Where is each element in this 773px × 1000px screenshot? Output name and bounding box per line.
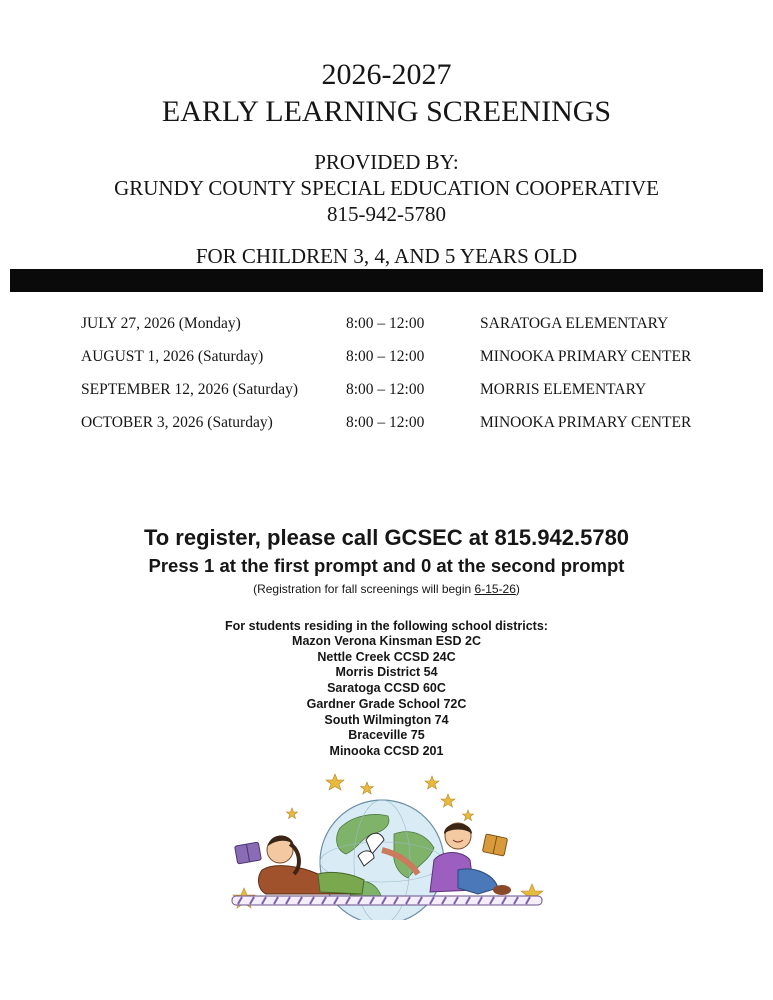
district-item: Saratoga CCSD 60C [327,681,446,696]
provider-name: GRUNDY COUNTY SPECIAL EDUCATION COOPERATIVE [114,176,659,200]
provider-phone: 815-942-5780 [327,202,446,226]
page-title: EARLY LEARNING SCREENINGS [161,95,612,128]
children-reading-globe-illustration [222,770,552,920]
schedule-time: 8:00 – 12:00 [346,414,425,431]
registration-note [0,581,773,597]
district-list [0,634,773,760]
schedule-date: JULY 27, 2026 (Monday) [81,315,241,332]
registration-start-date: 6-15-26 [474,582,516,596]
registration-note-suffix: ) [515,582,520,596]
divider-bar [10,269,763,292]
schedule-row [0,312,773,336]
schedule-date: OCTOBER 3, 2026 (Saturday) [81,414,273,431]
provided-by-label: PROVIDED BY: [314,150,459,174]
star-icon [463,810,474,821]
star-icon [361,782,374,794]
district-item: Nettle Creek CCSD 24C [317,649,456,664]
star-icon [425,776,439,789]
districts-intro: For students residing in the following school districts: [225,619,548,633]
audience-heading: FOR CHILDREN 3, 4, AND 5 YEARS OLD [195,244,578,268]
district-item: South Wilmington 74 [324,712,449,727]
schedule-time: 8:00 – 12:00 [346,381,425,398]
district-item: Mazon Verona Kinsman ESD 2C [292,634,481,648]
schedule-row [0,411,773,435]
star-icon [287,808,298,819]
schedule-time: 8:00 – 12:00 [346,315,425,332]
schedule-date: AUGUST 1, 2026 (Saturday) [81,348,264,365]
registration-heading: To register, please call GCSEC at 815.942.5780 [143,525,630,550]
schedule-location: SARATOGA ELEMENTARY [480,315,669,332]
star-icon [326,774,344,790]
schedule-location: MINOOKA PRIMARY CENTER [480,414,692,431]
schedule-row [0,345,773,369]
schedule-date: SEPTEMBER 12, 2026 (Saturday) [81,381,298,398]
title-year: 2026-2027 [321,58,452,91]
registration-instructions: Press 1 at the first prompt and 0 at the second prompt [148,555,625,576]
schedule-location: MORRIS ELEMENTARY [480,381,647,398]
district-item: Minooka CCSD 201 [329,743,444,758]
schedule-location: MINOOKA PRIMARY CENTER [480,348,692,365]
star-icon [441,794,455,807]
registration-note-prefix: (Registration for fall screenings will begin [253,582,475,596]
district-item: Morris District 54 [335,665,438,680]
striped-bar [232,896,542,905]
district-item: Gardner Grade School 72C [306,696,467,711]
district-item: Braceville 75 [348,728,425,743]
schedule-time: 8:00 – 12:00 [346,348,425,365]
child-reading-right [430,823,511,895]
schedule-row [0,378,773,402]
